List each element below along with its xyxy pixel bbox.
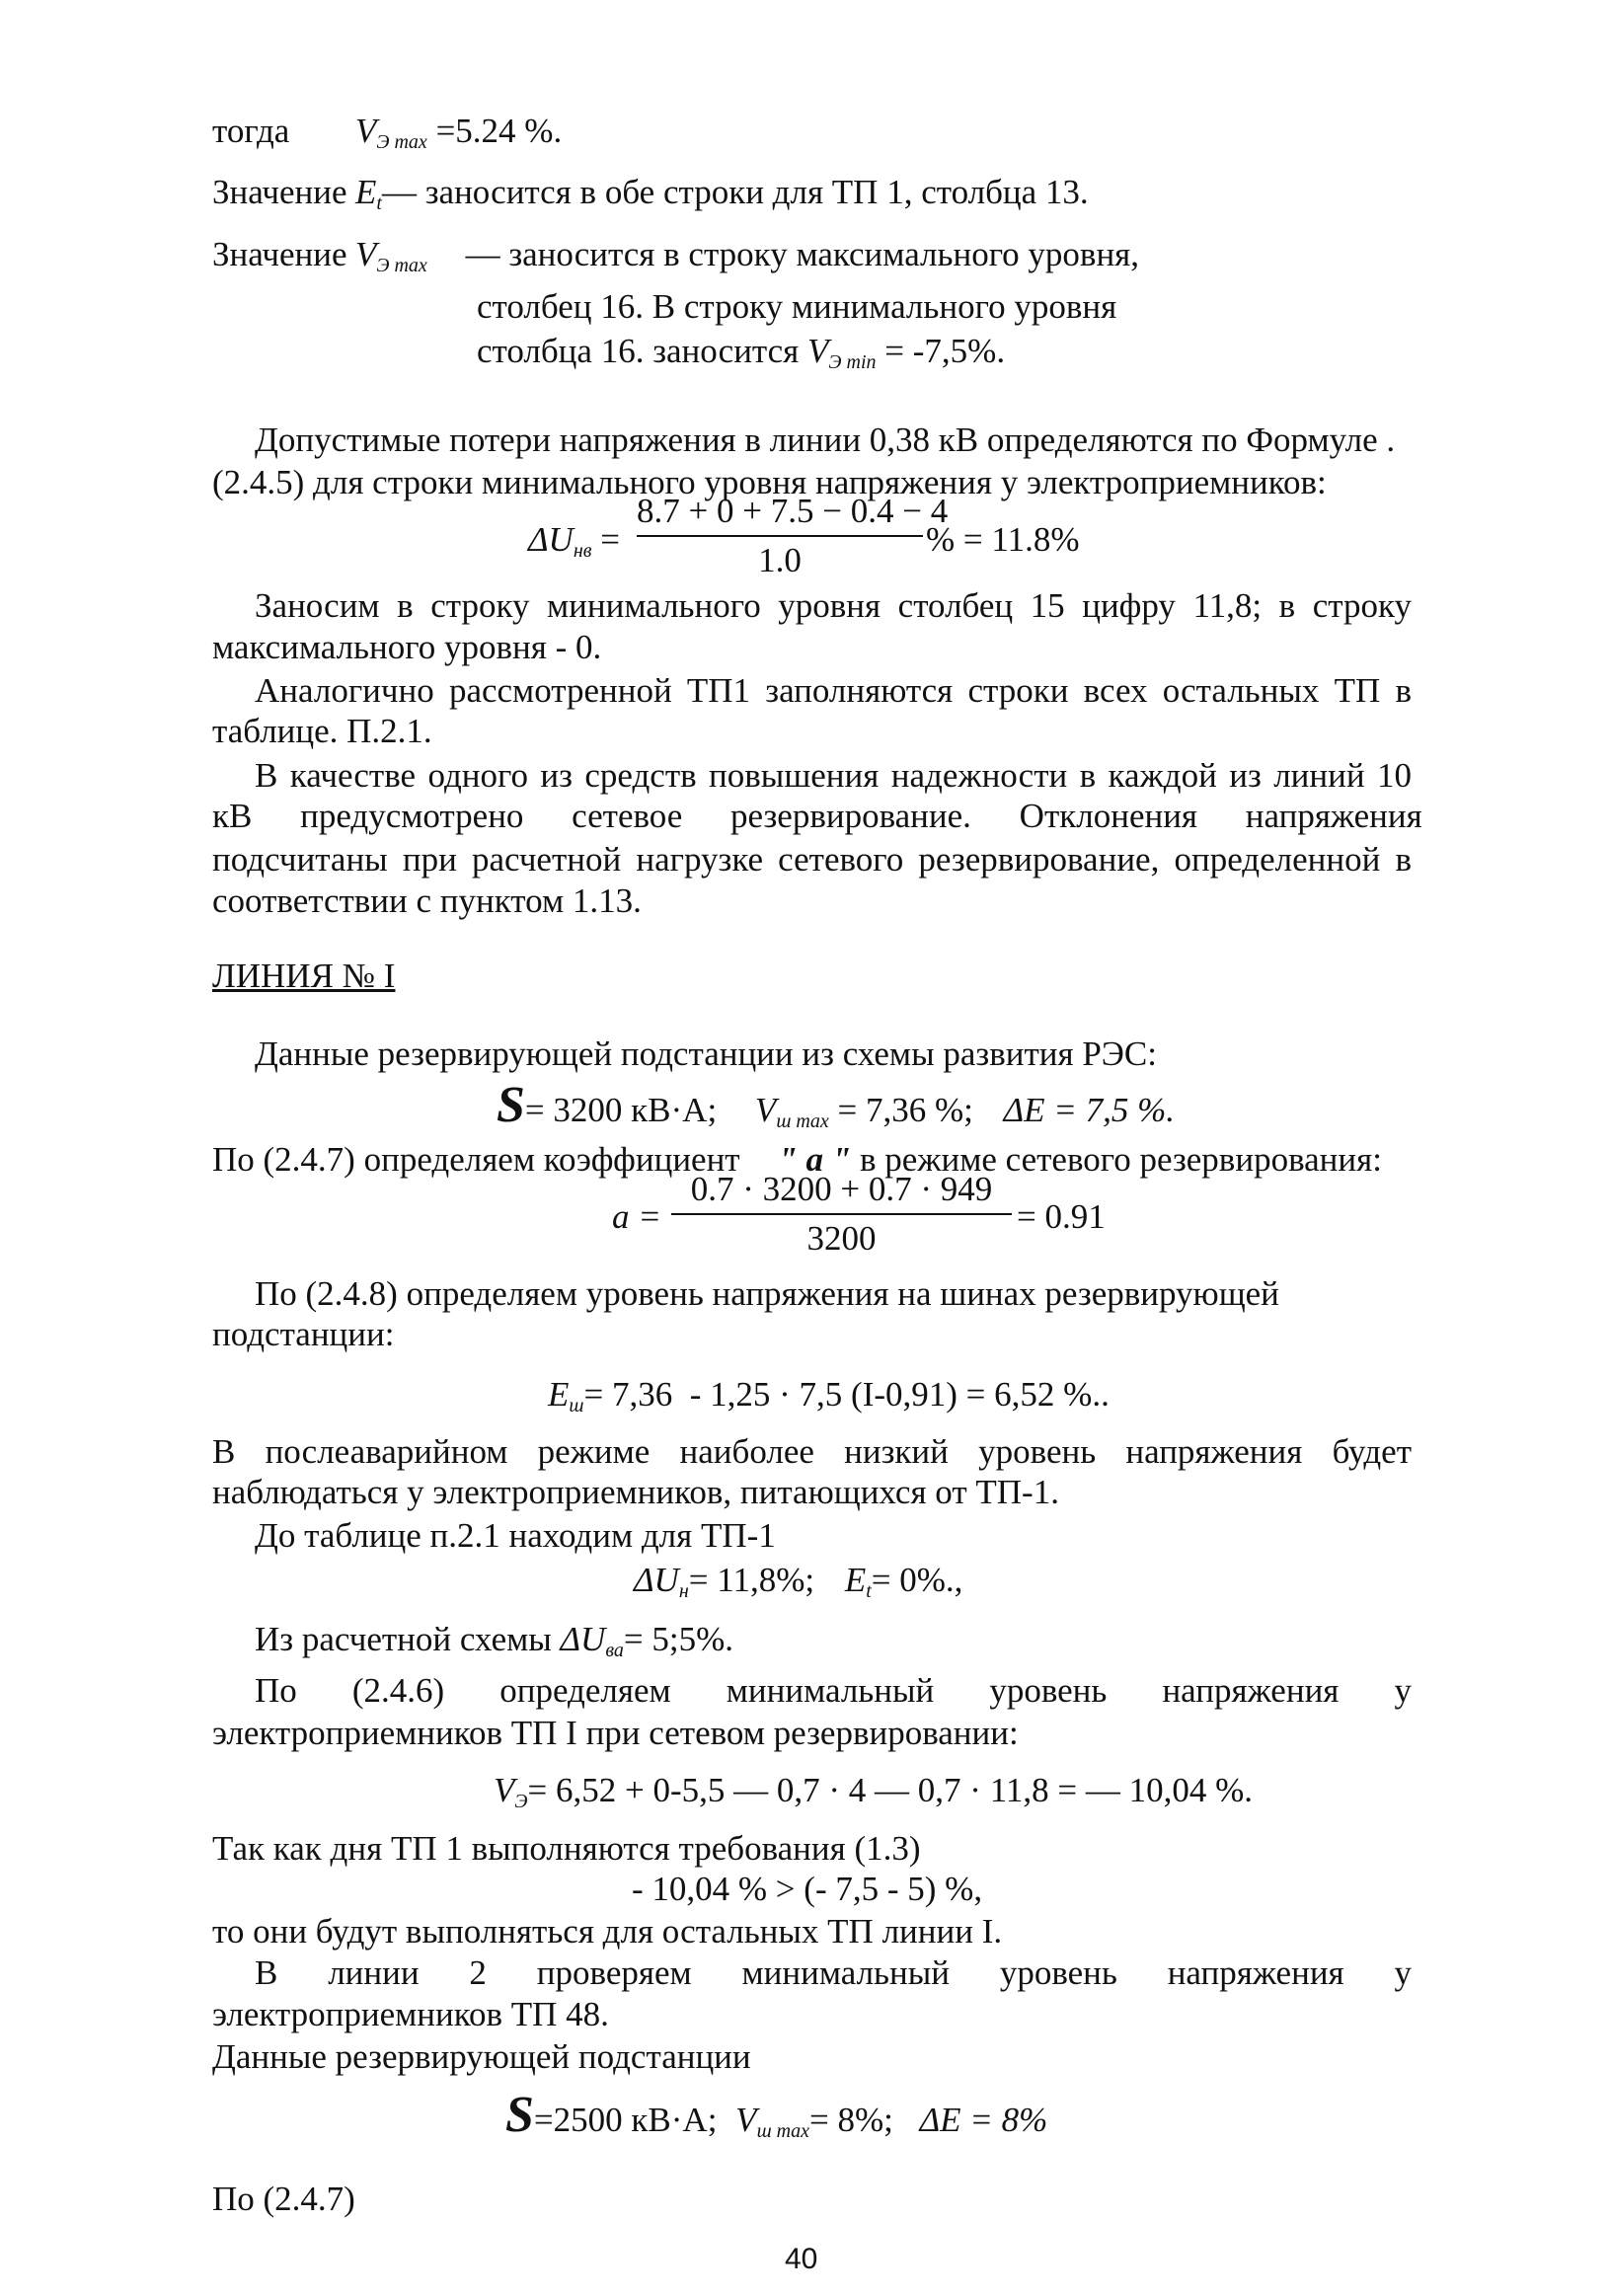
formula-substation-2: [505, 2086, 1047, 2150]
text-line: [355, 234, 1139, 275]
fraction-denominator: 1.0: [758, 541, 802, 579]
text-fragment: столбца 16. заносится: [477, 332, 800, 370]
formula-value: = 0%.,: [871, 1561, 963, 1599]
text-fragment: — заносится в обе строки для ТП 1, столбца 13.: [381, 173, 1089, 211]
text-line: соответствии с пунктом 1.13.: [212, 881, 642, 920]
symbol-subscript: ва: [605, 1640, 624, 1661]
text-line: кВ предусмотрено сетевое резервирование. Отклонения напряжения: [212, 797, 1422, 835]
text-line: максимального уровня - 0.: [212, 628, 602, 666]
text-line: До таблице п.2.1 находим для ТП-1: [255, 1516, 776, 1555]
text-line: [212, 234, 347, 275]
paragraph-line: В послеаварийном режиме наиболее низкий уровень напряжения будет: [212, 1432, 1412, 1471]
symbol-e: E: [548, 1375, 570, 1414]
formula-value: ΔE = 8%: [919, 2101, 1048, 2139]
formula-inequality: - 10,04 % > (- 7,5 - 5) %,: [632, 1870, 983, 1908]
text-fragment: — заносится в строку максимального уровня,: [465, 235, 1140, 273]
text-line: столбец 16. В строку минимального уровня: [477, 287, 1117, 326]
symbol-subscript: Э max: [376, 131, 427, 153]
symbol-s: S: [497, 1077, 525, 1133]
formula-tp1: [634, 1560, 962, 1601]
text-fragment: Заносим в строку минимального уровня столбец 15 цифру 11,8; в строку: [255, 586, 1412, 625]
formula-rhs: % = 11.8%: [926, 520, 1080, 559]
text-line: электроприемников ТП 48.: [212, 1995, 609, 2033]
text-fragment: Аналогично рассмотренной ТП1 заполняются строки всех остальных ТП в: [255, 671, 1412, 710]
formula-value: =5.24 %.: [435, 112, 563, 150]
fraction-numerator: 8.7 + 0 + 7.5 − 0.4 − 4: [637, 492, 949, 530]
symbol-v: V: [807, 332, 829, 370]
formula-value: = 6,52 + 0-5,5 — 0,7 · 4 — 0,7 · 11,8 = — 10,04 %.: [527, 1771, 1254, 1809]
symbol-a: " a ": [778, 1140, 852, 1179]
fraction-bar: [671, 1213, 1012, 1215]
symbol-subscript: Э min: [828, 351, 877, 373]
formula-vmax: [355, 111, 562, 152]
symbol-subscript: ш: [569, 1395, 584, 1416]
formula-value: = 11,8%;: [688, 1561, 815, 1599]
symbol-subscript: Э max: [376, 255, 427, 276]
text-fragment: По (2.4.7) определяем коэффициент: [212, 1140, 740, 1179]
text-line: [355, 172, 1089, 213]
symbol-v: V: [754, 1091, 777, 1129]
word-togda: тогда: [212, 112, 290, 150]
symbol-subscript: t: [376, 192, 382, 214]
text-line: таблице. П.2.1.: [212, 712, 432, 750]
formula-value: = 3200 кВ·А;: [524, 1091, 718, 1129]
text-line: [255, 1619, 733, 1660]
symbol-v: V: [355, 235, 377, 273]
text-fragment: Из расчетной схемы: [255, 1620, 552, 1658]
text-line: [212, 111, 289, 152]
symbol-e: E: [844, 1561, 867, 1599]
formula-value: ΔE = 7,5 %.: [1003, 1091, 1176, 1129]
fraction-numerator: 0.7 · 3200 + 0.7 · 949: [690, 1170, 993, 1208]
symbol-subscript: ш max: [776, 1110, 829, 1132]
fraction: [637, 492, 949, 580]
text-line: подстанции:: [212, 1315, 395, 1353]
symbol-v: V: [355, 112, 377, 150]
text-line: наблюдаться у электроприемников, питающихся от ТП-1.: [212, 1473, 1059, 1511]
fraction: [671, 1170, 1012, 1259]
formula-value: = -7,5%.: [884, 332, 1006, 370]
formula-value: = 5;5%.: [623, 1620, 734, 1658]
text-line: Допустимые потери напряжения в линии 0,38 кВ определяются по Формуле .: [255, 421, 1396, 459]
text-line: Данные резервирующей подстанции из схемы развития РЭС:: [255, 1034, 1157, 1073]
text-line: Так как дня ТП 1 выполняются требования (1.3): [212, 1829, 921, 1868]
symbol-subscript: Э: [514, 1791, 528, 1812]
symbol-subscript: t: [866, 1580, 872, 1602]
symbol-v: V: [494, 1771, 515, 1809]
equals-sign: =: [600, 520, 620, 559]
text-fragment: В качестве одного из средств повышения надежности в каждой из линий 10: [255, 756, 1412, 795]
section-heading: ЛИНИЯ № I: [212, 957, 396, 995]
text-line: Данные резервирующей подстанции: [212, 2037, 751, 2076]
paragraph-line: [212, 754, 1412, 797]
symbol-delta-u: ΔU: [528, 520, 574, 559]
text-line: то они будут выполняться для остальных ТП линии I.: [212, 1912, 1003, 1951]
symbol-subscript: нв: [573, 540, 592, 562]
formula-substation: [497, 1076, 1175, 1140]
text-line: электроприемников ТП I при сетевом резервировании:: [212, 1714, 1019, 1752]
paragraph-line: подсчитаны при расчетной нагрузке сетевого резервирование, определенной в: [212, 840, 1412, 879]
paragraph-line: [212, 669, 1412, 712]
formula-value: =2500 кВ·А;: [533, 2101, 718, 2139]
text-line: По (2.4.7): [212, 2180, 355, 2218]
formula-rhs: = 0.91: [1017, 1197, 1106, 1236]
fraction-denominator: 3200: [806, 1219, 877, 1258]
formula-bus-voltage: [548, 1374, 1110, 1416]
symbol-delta-u: ΔU: [560, 1620, 606, 1658]
text-line: (2.4.5) для строки минимального уровня напряжения у электроприемников:: [212, 463, 1327, 501]
formula-lhs: a =: [612, 1197, 661, 1236]
text-fragment: в режиме сетевого резервирования:: [859, 1140, 1382, 1179]
fraction-bar: [637, 535, 923, 537]
label-value: Значение: [212, 173, 347, 211]
text-line: [212, 172, 347, 213]
symbol-e: E: [355, 173, 377, 211]
formula-value: = 7,36 %;: [837, 1091, 973, 1129]
symbol-delta-u: ΔU: [634, 1561, 679, 1599]
formula-lhs: [528, 519, 620, 561]
formula-value: = 8%;: [808, 2101, 893, 2139]
symbol-subscript: н: [678, 1580, 689, 1602]
page-number: 40: [785, 2243, 818, 2275]
symbol-s: S: [505, 2087, 534, 2143]
text-line: По (2.4.8) определяем уровень напряжения на шинах резервирующей: [255, 1274, 1279, 1313]
text-line: В линии 2 проверяем минимальный уровень напряжения у: [255, 1953, 1412, 1992]
label-value: Значение: [212, 235, 347, 273]
text-line: По (2.4.6) определяем минимальный уровень напряжения у: [255, 1671, 1412, 1710]
symbol-subscript: ш max: [756, 2120, 809, 2142]
formula-min-voltage: [494, 1770, 1253, 1811]
symbol-v: V: [735, 2101, 757, 2139]
text-line: [477, 331, 1005, 372]
paragraph-line: [212, 584, 1412, 627]
formula-value: = 7,36 - 1,25 · 7,5 (I-0,91) = 6,52 %..: [583, 1375, 1110, 1414]
